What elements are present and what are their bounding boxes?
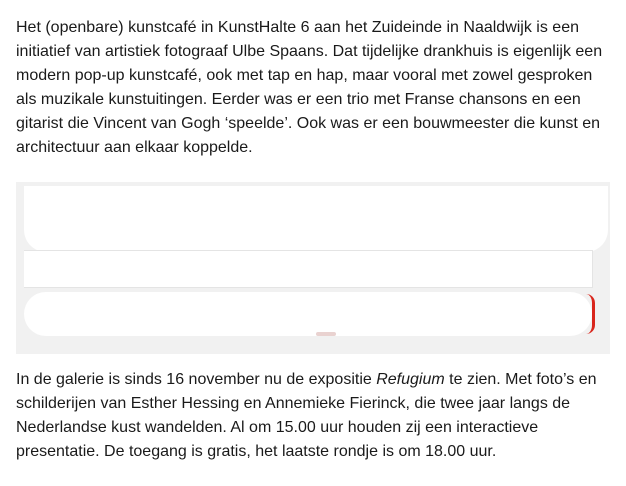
exhibition-paragraph (16, 368, 612, 464)
article-body (16, 0, 612, 464)
embed-card-footer (24, 292, 592, 336)
embed-card-header (24, 186, 608, 252)
exhibition-text-end: te zien. Met foto’s en schilderijen van Esther Hessing en Annemieke Fierinck, die twee jaar langs de Nederlandse kust wandelden. Al om 15.00 uur houden zij een interactieve presentatie. De toegang is gratis, het laatste rondje is om 18.00 uur. (16, 371, 597, 460)
embedded-content-placeholder[interactable] (16, 182, 610, 354)
intro-paragraph: Het (openbare) kunstcafé in KunstHalte 6 aan het Zuideinde in Naaldwijk is een initiatief van artistiek fotograaf Ulbe Spaans. Dat tijdelijke drankhuis is eigenlijk een modern pop-up kunstcafé, ook met tap en hap, maar vooral met zowel gesproken als muzikale kunstuitingen. Eerder was er een trio met Franse chansons en een gitarist die Vincent van Gogh ‘speelde’. Ook was er een bouwmeester die kunst en architectuur aan elkaar koppelde. (16, 19, 603, 156)
exhibition-text-start: In de galerie is sinds 16 november nu de expositie (16, 371, 377, 388)
embed-accent-edge (586, 294, 595, 334)
exhibition-title: Refugium (376, 371, 445, 388)
embed-card-body (24, 250, 593, 288)
embed-accent-mark (316, 332, 336, 336)
